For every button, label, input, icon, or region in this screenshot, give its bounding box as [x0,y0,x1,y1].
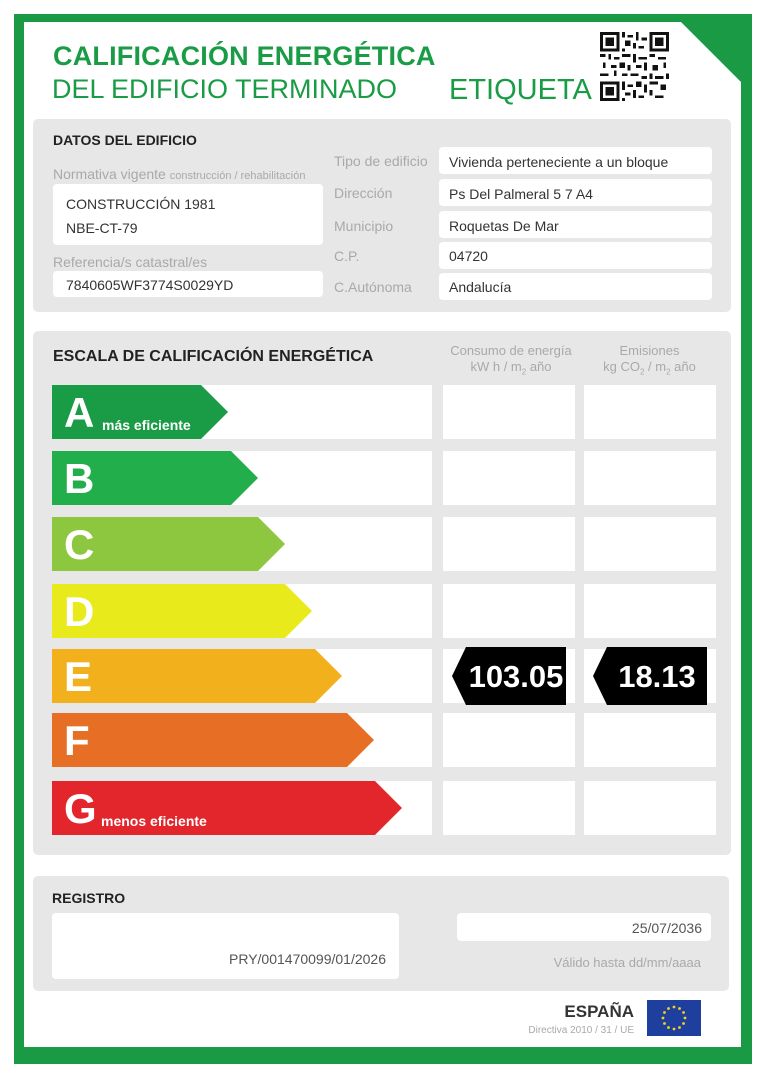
referencia-label: Referencia/s catastral/es [53,254,208,270]
title-line2: DEL EDIFICIO TERMINADO [52,74,398,104]
eu-star [678,1007,681,1010]
referencia-value: 7840605WF3774S0029YD [66,277,234,293]
municipio-label: Municipio [334,218,394,234]
eu-star [663,1022,666,1025]
eu-star [682,1022,685,1025]
direccion-label: Dirección [334,185,393,201]
emisiones-column-header: Emisiones kg $CO_2 / m_2$ año [603,343,696,377]
qr-code-icon [600,32,669,101]
cp-label: C.P. [334,248,360,264]
etiqueta-label: ETIQUETA [449,74,592,106]
emisiones-cell [584,713,716,767]
municipio-value: Roquetas De Mar [449,218,559,234]
direccion-value: Ps Del Palmeral 5 7 A4 [449,186,593,202]
cp-value: 04720 [449,248,488,264]
eu-star [684,1017,687,1020]
tipo-edificio-label: Tipo de edificio [334,153,428,169]
rating-letter-g: G [64,785,97,832]
normativa-label: Normativa vigente construcción / rehabilitación [53,166,306,182]
emisiones-cell [584,584,716,638]
building-data-heading: DATOS DEL EDIFICIO [53,132,197,148]
eu-star [667,1007,670,1010]
eu-star [673,1006,676,1009]
consumo-cell [443,451,575,505]
eu-flag-icon [647,1000,701,1036]
directive-label: Directiva 2010 / 31 / UE [528,1025,634,1036]
rating-note-a: más eficiente [102,417,191,433]
eu-star [663,1011,666,1014]
eu-star [678,1026,681,1029]
rating-letter-f: F [64,717,90,764]
registro-heading: REGISTRO [52,890,126,906]
registro-number-box [52,913,399,979]
emisiones-cell [584,385,716,439]
consumo-column-header: Consumo de energía kW h / $m_2$ año [450,343,572,377]
emisiones-value-text: 18.13 [618,659,696,694]
rating-note-g: menos eficiente [101,813,207,829]
title-line1: CALIFICACIÓN ENERGÉTICA [53,41,436,71]
normativa-line1: CONSTRUCCIÓN 1981 [66,196,216,212]
comunidad-label: C.Autónoma [334,279,412,295]
emisiones-cell [584,451,716,505]
consumo-cell [443,584,575,638]
comunidad-value: Andalucía [449,279,512,295]
rating-letter-a: A [64,389,95,436]
eu-star [673,1028,676,1031]
eu-star [682,1011,685,1014]
consumo-value-text: 103.05 [468,659,564,694]
emisiones-cell [584,781,716,835]
rating-letter-d: D [64,588,95,635]
emisiones-cell [584,517,716,571]
rating-arrow-e [52,649,342,703]
valid-until-label: Válido hasta dd/mm/aaaa [553,955,701,970]
eu-star [667,1026,670,1029]
eu-star [662,1017,665,1020]
registro-number: PRY/001470099/01/2026 [229,951,386,967]
registro-date: 25/07/2036 [631,920,702,936]
tipo-edificio-value: Vivienda perteneciente a un bloque [449,154,669,170]
corner-triangle [673,14,752,93]
consumo-cell [443,713,575,767]
consumo-cell [443,517,575,571]
rating-arrow-f [52,713,374,767]
rating-letter-b: B [64,455,95,502]
consumo-cell [443,781,575,835]
rating-letter-e: E [64,653,93,700]
normativa-sub-label: construcción / rehabilitación [169,170,306,182]
normativa-line2: NBE-CT-79 [66,220,138,236]
consumo-cell [443,385,575,439]
country-label: ESPAÑA [564,1002,634,1021]
rating-letter-c: C [64,521,95,568]
energy-scale-heading: ESCALA DE CALIFICACIÓN ENERGÉTICA [53,348,374,365]
